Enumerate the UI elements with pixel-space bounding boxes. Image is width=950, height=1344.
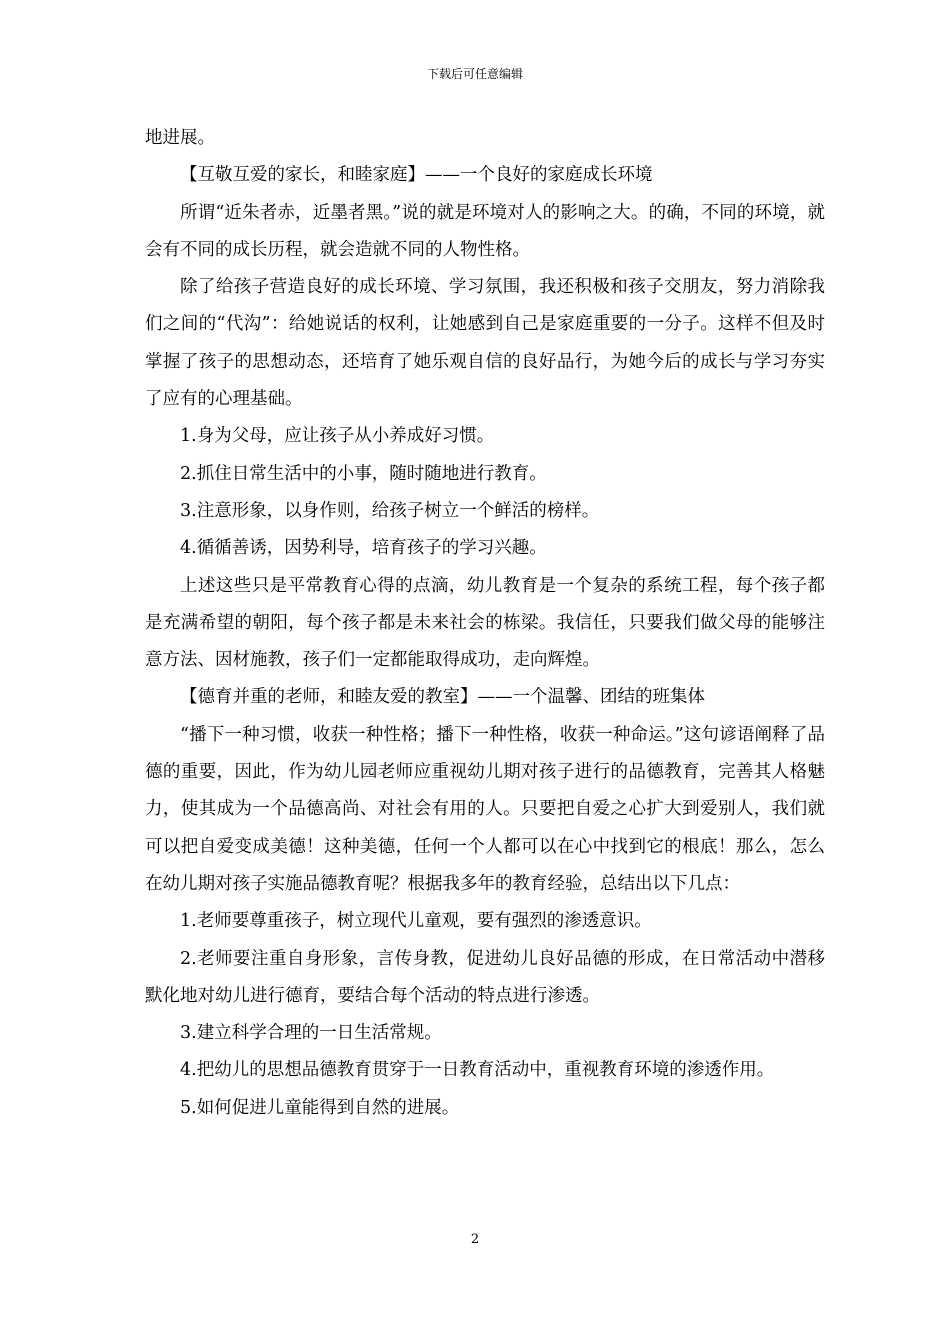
list-item: 4.循循善诱，因势利导，培育孩子的学习兴趣。 [180,538,547,559]
list-item: 3.建立科学合理的一日生活常规。 [180,1023,442,1044]
section-heading-family: 【互敬互爱的家长，和睦家庭】——一个良好的家庭成长环境 [180,165,653,186]
list-item: 1.身为父母，应让孩子从小养成好习惯。 [180,426,495,447]
list-item: 2.抓住日常生活中的小事，随时随地进行教育。 [180,463,547,484]
list-item: 2.老师要注重自身形象，言传身教，促进幼儿良好品德的形成，在日常活动中潜移默化地对幼儿进行德育，要结合每个活动的特点进行渗透。 [145,948,825,1006]
paragraph: “播下一种习惯，收获一种性格；播下一种性格，收获一种命运。”这句谚语阐释了品德的重要，因此，作为幼儿园老师应重视幼儿期对孩子进行的品德教育，完善其人格魅力，使其成为一个品德高尚、对社会有用的人。只要把自爱之心扩大到爱别人，我们就可以把自爱变成美德！这种美德，任何一个人都可以在心中找到它的根底！那么，怎么在幼儿期对孩子实施品德教育呢？根据我多年的教育经验，总结出以下几点： [145,724,825,894]
paragraph: 所谓“近朱者赤，近墨者黑。”说的就是环境对人的影响之大。的确，不同的环境，就会有不同的成长历程，就会造就不同的人物性格。 [145,202,825,260]
list-item: 5.如何促进儿童能得到自然的进展。 [180,1097,460,1118]
paragraph: 上述这些只是平常教育心得的点滴，幼儿教育是一个复杂的系统工程，每个孩子都是充满希望的朝阳，每个孩子都是未来社会的栋梁。我信任，只要我们做父母的能够注意方法、因材施教，孩子们一定都能取得成功，走向辉煌。 [145,575,825,671]
paragraph: 除了给孩子营造良好的成长环境、学习氛围，我还积极和孩子交朋友，努力消除我们之间的“代沟”：给她说话的权利，让她感到自己是家庭重要的一分子。这样不但及时掌握了孩子的思想动态，还培育了她乐观自信的良好品行，为她今后的成长与学习夯实了应有的心理基础。 [145,277,825,410]
list-item: 3.注意形象，以身作则，给孩子树立一个鲜活的榜样。 [180,500,600,521]
page-number: 2 [470,1232,480,1247]
section-heading-classroom: 【德育并重的老师，和睦友爱的教室】——一个温馨、团结的班集体 [180,687,705,708]
page-header: 下载后可任意编辑 [426,67,523,81]
list-item: 1.老师要尊重孩子，树立现代儿童观，要有强烈的渗透意识。 [180,911,652,932]
list-item: 4.把幼儿的思想品德教育贯穿于一日教育活动中，重视教育环境的渗透作用。 [180,1060,775,1081]
document-body [145,120,825,1127]
paragraph: 地进展。 [145,128,215,148]
